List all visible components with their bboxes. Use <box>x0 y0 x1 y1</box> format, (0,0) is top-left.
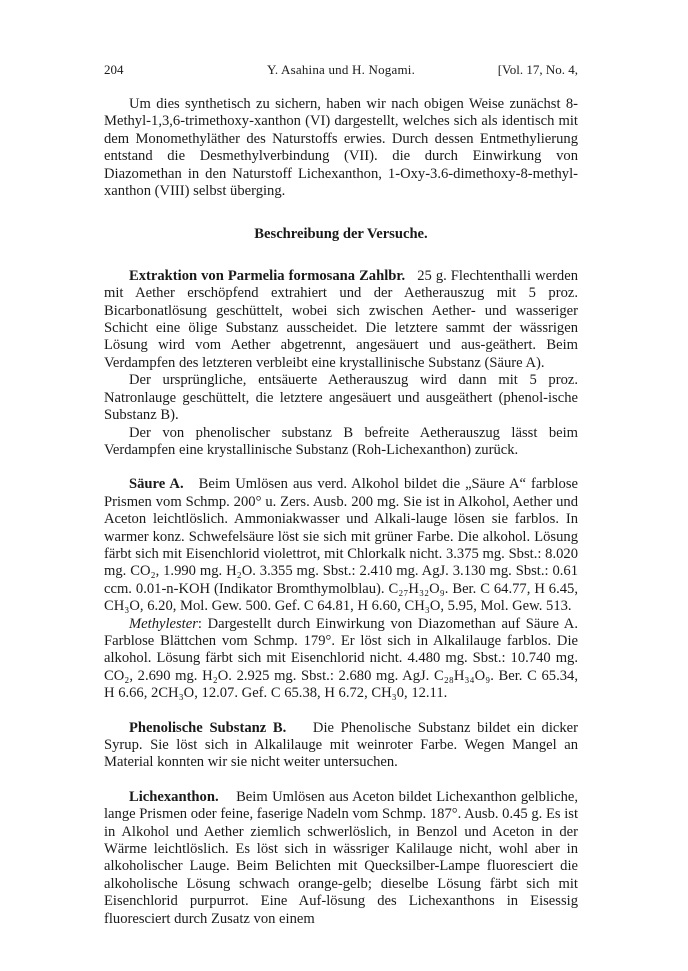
methylester-heading: Methylester <box>129 615 198 632</box>
page-number: 204 <box>104 62 124 77</box>
saeure-a-paragraph <box>104 476 578 615</box>
intro-paragraph: Um dies synthetisch zu sichern, haben wir nach obigen Weise zunächst 8-Methyl-1,3,6-trimethoxy-xanthon (VI) dargestellt, welches sich als identisch mit dem Monomethyläther des Naturstoffs erwies. Durch dessen Entmethylierung entstand die Desmethylverbindung (VII). die durch Einwirkung von Diazomethan in den Naturstoff Lichexanthon, 1-Oxy-3.6-dimethoxy-8-methyl-xanthon (VIII) selbst überging. <box>104 96 578 200</box>
lichexanthon-heading: Lichexanthon. <box>129 788 219 805</box>
lichexanthon-body: Beim Umlösen aus Aceton bildet Lichexanthon gelbliche, lange Prismen oder feine, faserige Nadeln vom Schmp. 187°. Ausb. 0.45 g. Es ist in Alkohol und Aether ziemlich schwerlöslich, in Benzol und Aceton in der Wärme leichtlöslich. Es löst sich in wässriger Kalilauge nicht, wohl aber in alkoholischer Lauge. Beim Belichten mit Quecksilber-Lampe fluoresciert die alkoholische Lösung schwach orange-gelb; dieselbe Lösung färbt sich mit Eisenchlorid purpurrot. Eine Auf-lösung des Lichexanthons in Eisessig fluoresciert durch Zusatz von einem <box>104 788 578 927</box>
methylester-body: : Dargestellt durch Einwirkung von Diazomethan auf Säure A. Farblose Blättchen vom Schmp. 179°. Er löst sich in Alkalilauge farblos. Die alkohol. Lösung färbt sich mit Eisenchlorid nicht. 4.480 mg. Sbst.: 10.740 mg. CO₂, 2.690 mg. H₂O. 2.925 mg. Sbst.: 2.680 mg. AgJ. C₂₈H₃₄O₉. Ber. C 65.34, H 6.66, 2CH₃O, 12.07. Gef. C 65.38, H 6.72, CH₃0, 12.11. <box>104 615 578 702</box>
extraktion-paragraph-2: Der ursprüngliche, entsäuerte Aetherauszug wird dann mit 5 proz. Natronlauge geschüttelt, die letztere angesäuert und ausgeäthert (phenol-ische Substanz B). <box>104 372 578 424</box>
running-authors: Y. Asahina und H. Nogami. <box>266 62 416 77</box>
volume-info: [Vol. 17, No. 4, <box>497 62 578 77</box>
phenolische-body: Die Phenolische Substanz bildet ein dicker Syrup. Sie löst sich in Alkalilauge mit weinroter Farbe. Wegen Mangel an Material konnten wir sie nicht weiter untersuchen. <box>104 719 579 771</box>
running-header <box>104 62 578 80</box>
extraktion-paragraph-3: Der von phenolischer substanz B befreite Aetherauszug lässt beim Verdampfen eine krystallinische Substanz (Roh-Lichexanthon) zurück. <box>104 424 578 458</box>
section-title: Beschreibung der Versuche. <box>254 226 428 243</box>
lichexanthon-paragraph <box>104 789 578 928</box>
saeure-a-body: Beim Umlösen aus verd. Alkohol bildet die „Säure A“ farblose Prismen vom Schmp. 200° u. Zers. Ausb. 200 mg. Sie ist in Alkohol, Aether und Aceton leichtlöslich. Ammoniakwasser und Alkali-lauge lösen sie farblos. In warmer konz. Schwefelsäure löst sie sich mit grüner Farbe. Die alkohol. Lösung färbt sich mit Eisenchlorid violettrot, mit Chlorkalk nicht. 3.375 mg. Sbst.: 8.020 mg. CO₂, 1.990 mg. H₂O. 3.355 mg. Sbst.: 2.410 mg. AgJ. 3.130 mg. Sbst.: 0.61 ccm. 0.01-n-KOH (Indikator Bromthymolblau). C₂₇H₃₂O₉. Ber. C 64.77, H 6.45, CH₃O, 6.20, Mol. Gew. 500. Gef. C 64.81, H 6.60, CH₃O, 5.95, Mol. Gew. 513. <box>104 476 578 615</box>
phenolische-paragraph <box>104 720 578 772</box>
phenolische-heading: Phenolische Substanz B. <box>129 719 287 736</box>
extraktion-paragraph <box>104 268 578 372</box>
extraktion-body: 25 g. Flechtenthalli werden mit Aether erschöpfend extrahiert und der Aetherauszug mit 5 proz. Bicarbonatlösung geschüttelt, wobei sich zwischen Aether- und wasseriger Schicht eine ölige Substanz ausscheidet. Die letztere sammt der wässrigen Lösung wird vom Aether abgetrennt, angesäuert und aus-geäthert. Beim Verdampfen des letzteren verbleibt eine krystallinische Substanz (Säure A). <box>104 267 578 371</box>
methylester-paragraph <box>104 616 578 703</box>
extraktion-heading: Extraktion von Parmelia formosana Zahlbr. <box>129 267 406 284</box>
saeure-a-heading: Säure A. <box>129 476 184 493</box>
